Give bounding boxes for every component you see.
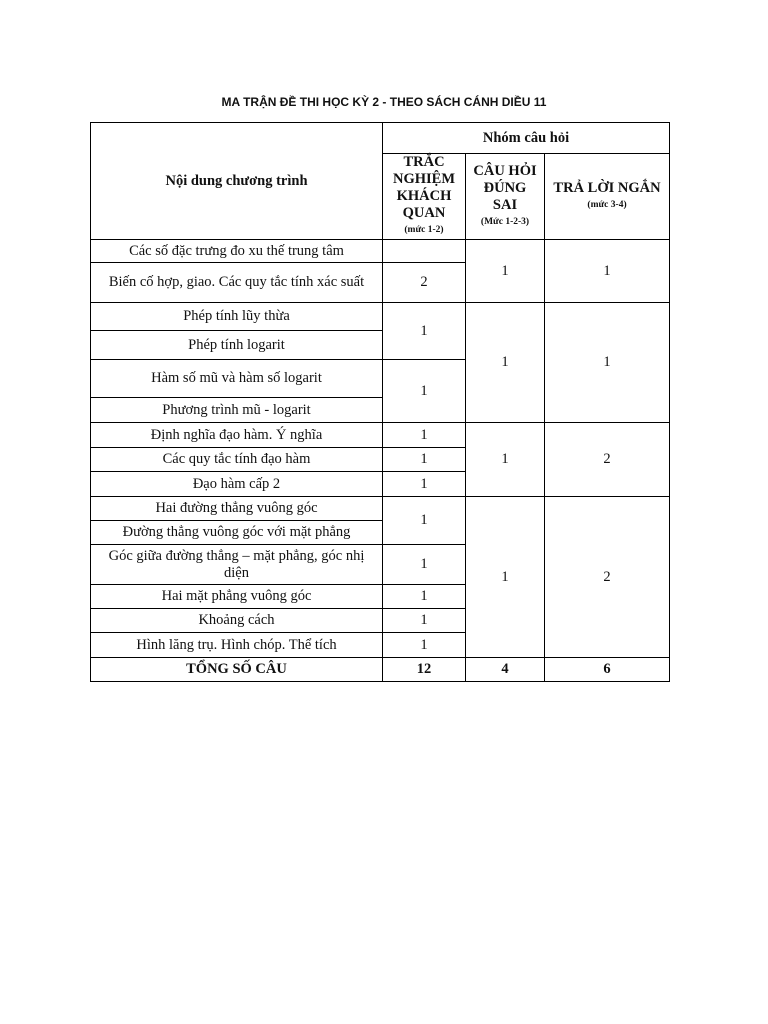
table-row	[91, 240, 670, 263]
mc-line-3: KHÁCH	[396, 188, 452, 204]
content-cell: Biến cố hợp, giao. Các quy tắc tính xác suất	[91, 263, 383, 303]
tf-count-cell: 1	[466, 303, 545, 423]
content-cell: Góc giữa đường thẳng – mặt phẳng, góc nhị diện	[91, 545, 383, 585]
sa-level: (mức 3-4)	[587, 199, 627, 210]
total-mc: 12	[383, 658, 466, 682]
mc-line-4: QUAN	[402, 205, 446, 221]
total-tf: 4	[466, 658, 545, 682]
total-row	[91, 658, 670, 682]
content-cell: Hình lăng trụ. Hình chóp. Thể tích	[91, 633, 383, 658]
content-cell: Phép tính logarit	[91, 331, 383, 360]
content-cell: Phép tính lũy thừa	[91, 303, 383, 331]
total-sa: 6	[545, 658, 670, 682]
tf-level: (Mức 1-2-3)	[480, 216, 530, 227]
multiple-choice-header	[383, 154, 466, 240]
content-cell: Phương trình mũ - logarit	[91, 398, 383, 423]
content-cell: Các số đặc trưng đo xu thế trung tâm	[91, 240, 383, 263]
mc-count-cell: 1	[383, 448, 466, 472]
mc-count-cell: 1	[383, 633, 466, 658]
table-row	[91, 423, 670, 448]
question-group-header: Nhóm câu hỏi	[383, 123, 670, 154]
mc-count-cell: 1	[383, 585, 466, 609]
header-row-1	[91, 123, 670, 154]
mc-count-cell: 1	[383, 360, 466, 423]
mc-count-cell: 1	[383, 472, 466, 497]
sa-count-cell: 1	[545, 303, 670, 423]
tf-count-cell: 1	[466, 240, 545, 303]
tf-count-cell: 1	[466, 423, 545, 497]
tf-count-cell: 1	[466, 497, 545, 658]
mc-count-cell: 1	[383, 609, 466, 633]
tf-line-2: ĐÚNG SAI	[483, 179, 527, 213]
sa-count-cell: 2	[545, 423, 670, 497]
short-answer-header	[545, 154, 670, 240]
mc-line-2: NGHIỆM	[392, 171, 456, 187]
table-row	[91, 303, 670, 331]
question-matrix-table	[90, 122, 670, 682]
content-column-header: Nội dung chương trình	[91, 123, 383, 240]
mc-level: (mức 1-2)	[404, 225, 444, 235]
content-cell: Định nghĩa đạo hàm. Ý nghĩa	[91, 423, 383, 448]
sa-count-cell: 2	[545, 497, 670, 658]
mc-count-cell: 1	[383, 545, 466, 585]
mc-count-cell	[383, 240, 466, 263]
mc-count-cell: 2	[383, 263, 466, 303]
mc-line-1: TRẮC	[403, 154, 445, 170]
mc-count-cell: 1	[383, 303, 466, 360]
content-cell: Hai mặt phẳng vuông góc	[91, 585, 383, 609]
content-cell: Đường thẳng vuông góc với mặt phẳng	[91, 521, 383, 545]
content-cell: Hàm số mũ và hàm số logarit	[91, 360, 383, 398]
total-label: TỔNG SỐ CÂU	[91, 658, 383, 682]
content-cell: Hai đường thẳng vuông góc	[91, 497, 383, 521]
mc-count-cell: 1	[383, 497, 466, 545]
tf-line-1: CÂU HỎI	[473, 162, 537, 179]
document-title: MA TRẬN ĐỀ THI HỌC KỲ 2 - THEO SÁCH CÁNH DIỀU 11	[221, 95, 547, 109]
mc-count-cell: 1	[383, 423, 466, 448]
sa-count-cell: 1	[545, 240, 670, 303]
content-cell: Đạo hàm cấp 2	[91, 472, 383, 497]
content-cell: Các quy tắc tính đạo hàm	[91, 448, 383, 472]
content-cell: Khoảng cách	[91, 609, 383, 633]
true-false-header	[466, 154, 545, 240]
sa-line-1: TRẢ LỜI NGẮN	[553, 179, 661, 196]
table-row	[91, 497, 670, 521]
